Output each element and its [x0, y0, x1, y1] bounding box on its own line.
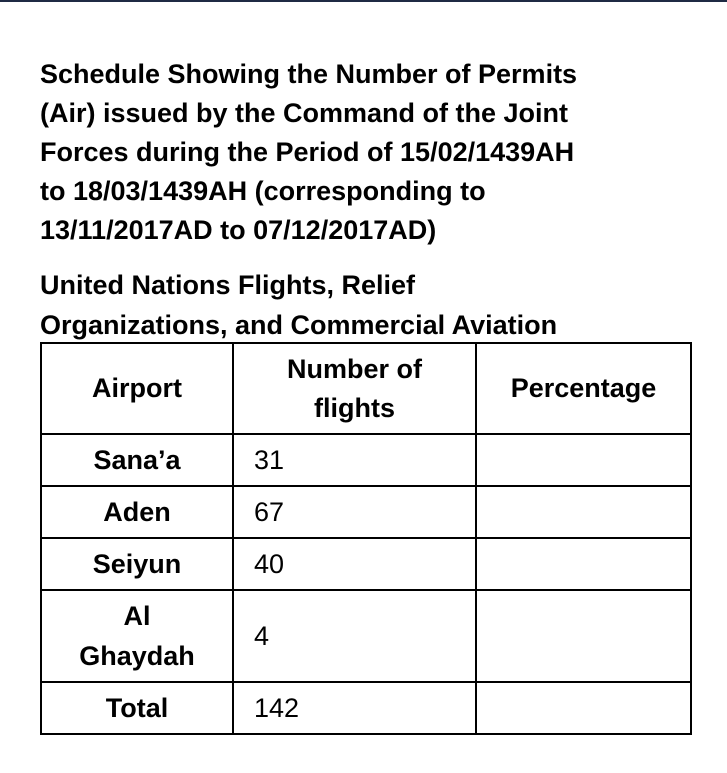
- airport-cell: Sana’a: [41, 434, 233, 486]
- percentage-cell: [476, 590, 691, 682]
- document-subtitle: United Nations Flights, Relief Organizations, and Commercial Aviation: [40, 270, 558, 340]
- header-percentage: Percentage: [476, 343, 691, 434]
- table-row: [41, 486, 691, 538]
- total-flights-cell: 142: [233, 682, 476, 734]
- flights-cell: 31: [233, 434, 476, 486]
- total-label-cell: Total: [41, 682, 233, 734]
- percentage-cell: [476, 486, 691, 538]
- percentage-cell: [476, 538, 691, 590]
- flights-table: [40, 342, 692, 735]
- document-title: Schedule Showing the Number of Permits (Air) issued by the Command of the Joint Forces during the Period of 15/02/1439AH to 18/03/1439AH (corresponding to 13/11/2017AD to 07/12/2017AD): [40, 59, 578, 245]
- header-number-of-flights: Number of flights: [233, 343, 476, 434]
- table-header-row: [41, 343, 691, 434]
- airport-cell: Seiyun: [41, 538, 233, 590]
- table-row: [41, 538, 691, 590]
- top-border-rule: [0, 0, 727, 2]
- percentage-cell: [476, 434, 691, 486]
- flights-cell: 67: [233, 486, 476, 538]
- flights-cell: 40: [233, 538, 476, 590]
- table-row: [41, 434, 691, 486]
- flights-cell: 4: [233, 590, 476, 682]
- total-percentage-cell: [476, 682, 691, 734]
- airport-cell: Aden: [41, 486, 233, 538]
- table-total-row: [41, 682, 691, 734]
- table-row: [41, 590, 691, 682]
- header-airport: Airport: [41, 343, 233, 434]
- airport-cell: Al Ghaydah: [41, 590, 233, 682]
